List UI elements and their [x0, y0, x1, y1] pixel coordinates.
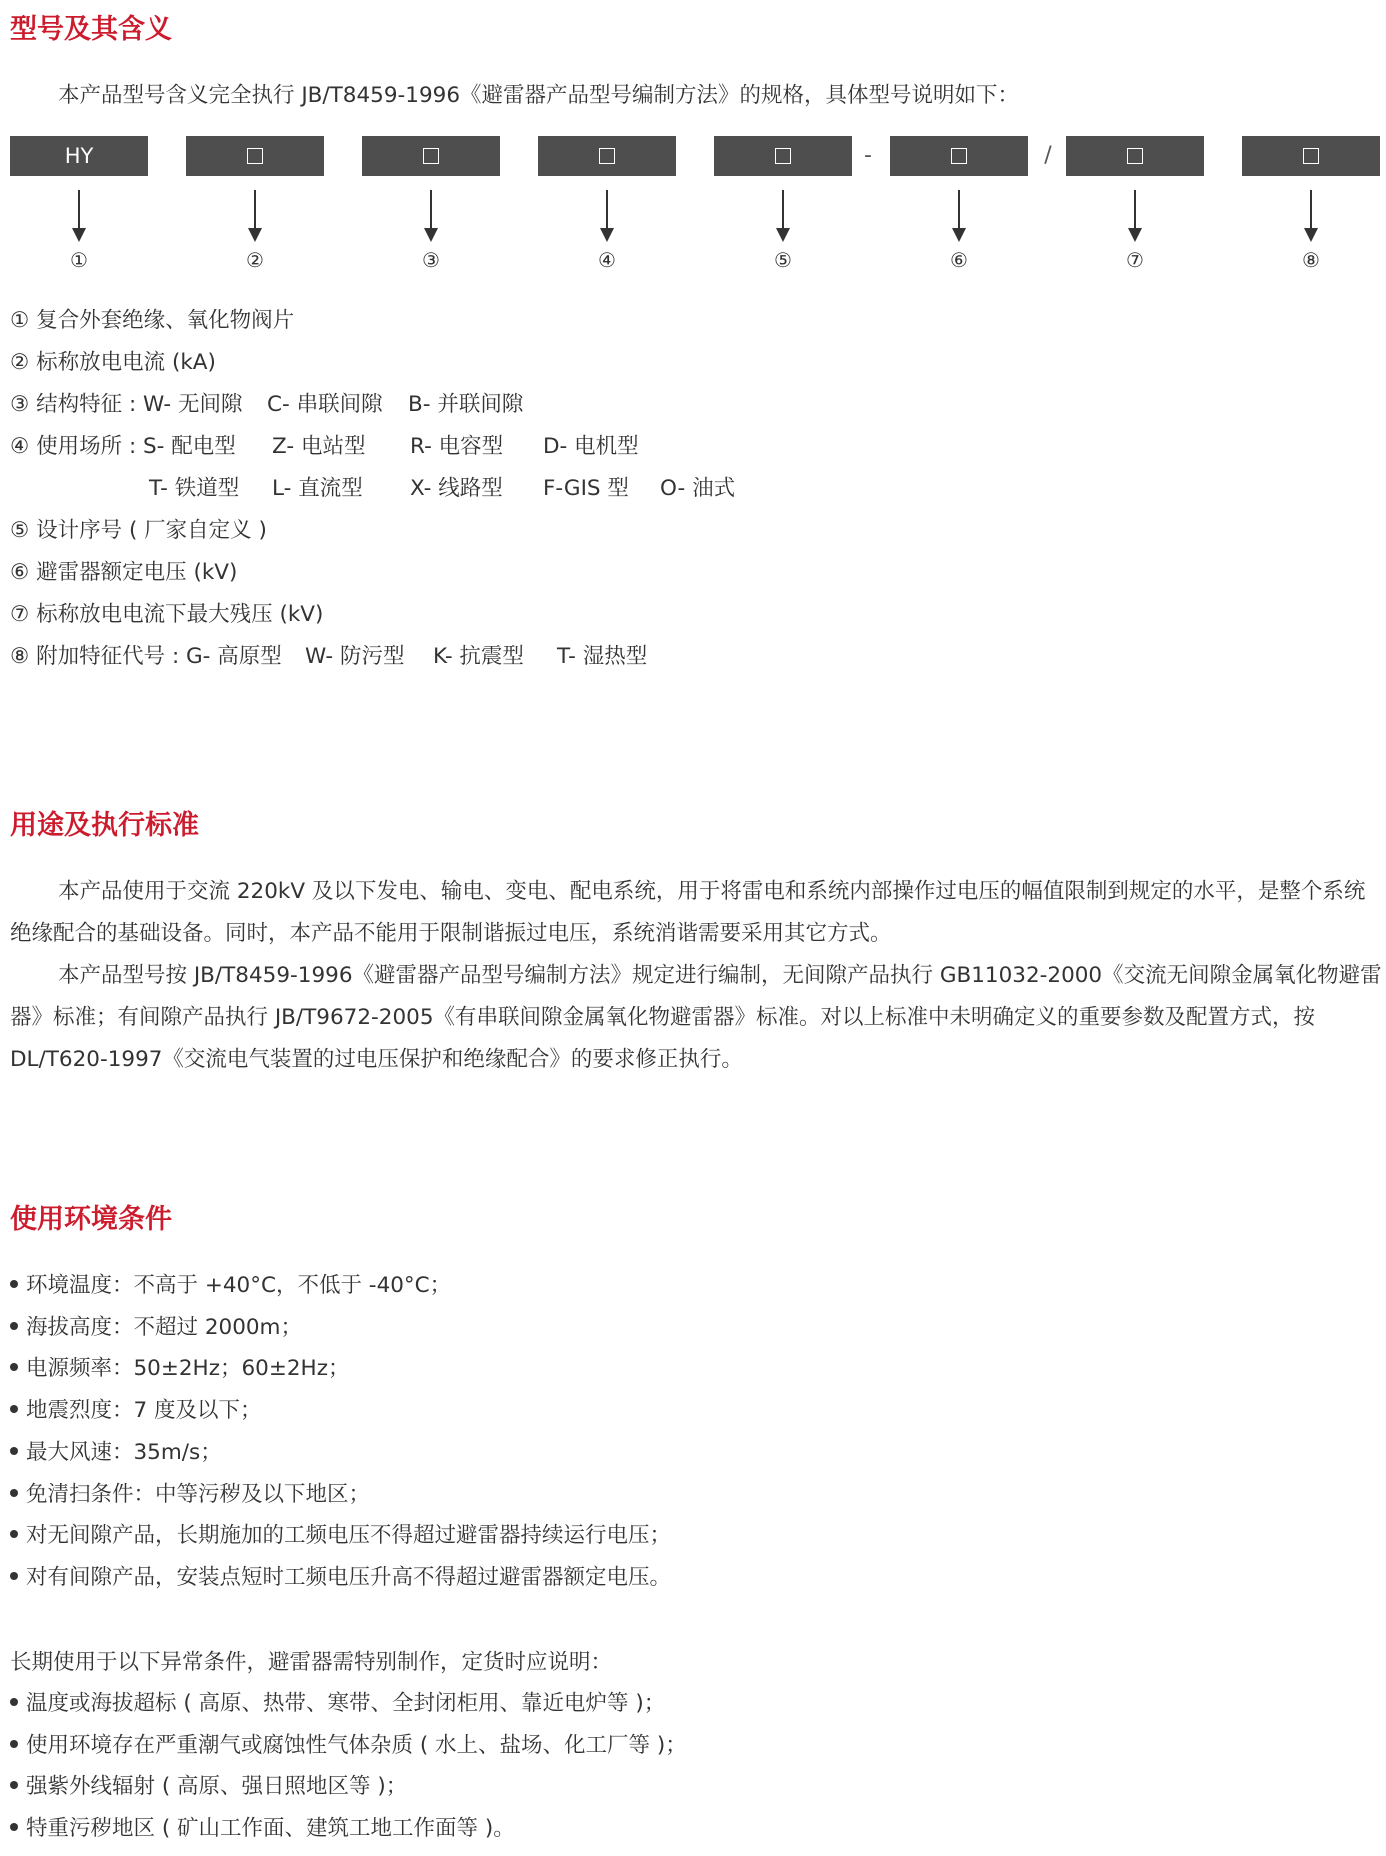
- meaning-item-part: R- 电容型: [410, 434, 504, 459]
- code-box-8: [1242, 136, 1380, 176]
- code-box-2: [186, 136, 324, 176]
- abnormal-conditions-note: 长期使用于以下异常条件，避雷器需特别制作，定货时应说明：: [10, 1650, 613, 1675]
- meaning-item-part: K- 抗震型: [433, 644, 524, 669]
- placeholder-square-icon: [1303, 148, 1319, 164]
- meaning-item-5: ⑤ 设计序号 ( 厂家自定义 ): [10, 518, 267, 543]
- bullet-icon: [10, 1405, 18, 1413]
- list-item: 特重污秽地区 ( 矿山工作面、建筑工地工作面等 )。: [10, 1808, 687, 1850]
- purpose-paragraph-2: 本产品型号按 JB/T8459-1996《避雷器产品型号编制方法》规定进行编制，无间隙产品执行 GB11032-2000《交流无间隙金属氧化物避雷器》标准；有间隙产品执行 JB/T9672-2005《有串联间隙金属氧化物避雷器》标准。对以上标准中未明确定义的重要参数及配置方式，按 DL/T620-1997《交流电气装置的过电压保护和绝缘配合》的要求修正执行。: [10, 963, 1382, 1072]
- code-box-7: [1066, 136, 1204, 176]
- meaning-item-part: ③ 结构特征 : W- 无间隙: [10, 392, 243, 417]
- code-number-1: ①: [70, 248, 88, 272]
- code-box-5: [714, 136, 852, 176]
- environment-conditions-list: [10, 1265, 671, 1599]
- list-item: 最大风速：35m/s；: [10, 1432, 671, 1474]
- bullet-icon: [10, 1280, 18, 1288]
- bullet-icon: [10, 1489, 18, 1497]
- list-item: 对有间隙产品，安装点短时工频电压升高不得超过避雷器额定电压。: [10, 1557, 671, 1599]
- meaning-item-part: C- 串联间隙: [267, 392, 383, 417]
- purpose-paragraph-1: 本产品使用于交流 220kV 及以下发电、输电、变电、配电系统，用于将雷电和系统内部操作过电压的幅值限制到规定的水平，是整个系统绝缘配合的基础设备。同时，本产品不能用于限制谐振过电压，系统消谐需要采用其它方式。: [10, 879, 1366, 946]
- abnormal-conditions-list: [10, 1683, 687, 1850]
- bullet-icon: [10, 1698, 18, 1706]
- down-arrow-icon: [597, 190, 617, 244]
- bullet-icon: [10, 1322, 18, 1330]
- placeholder-square-icon: [775, 148, 791, 164]
- code-separator-slash: /: [1044, 143, 1052, 168]
- bullet-icon: [10, 1823, 18, 1831]
- list-item: 免清扫条件：中等污秽及以下地区；: [10, 1474, 671, 1516]
- bullet-icon: [10, 1447, 18, 1455]
- bullet-icon: [10, 1572, 18, 1580]
- list-item: 地震烈度：7 度及以下；: [10, 1390, 671, 1432]
- meaning-item-part: ④ 使用场所 : S- 配电型: [10, 434, 236, 459]
- meaning-item-part: F-GIS 型: [543, 476, 629, 501]
- bullet-icon: [10, 1740, 18, 1748]
- section-title-model: 型号及其含义: [10, 14, 172, 45]
- down-arrow-icon: [69, 190, 89, 244]
- meaning-item-2: ② 标称放电电流 (kA): [10, 350, 216, 375]
- code-number-4: ④: [598, 248, 616, 272]
- list-item: 对无间隙产品，长期施加的工频电压不得超过避雷器持续运行电压；: [10, 1515, 671, 1557]
- placeholder-square-icon: [247, 148, 263, 164]
- list-item: 海拔高度：不超过 2000m；: [10, 1307, 671, 1349]
- meaning-item-7: ⑦ 标称放电电流下最大残压 (kV): [10, 602, 324, 627]
- placeholder-square-icon: [423, 148, 439, 164]
- meaning-item-part: W- 防污型: [305, 644, 405, 669]
- bullet-icon: [10, 1530, 18, 1538]
- meaning-item-part: B- 并联间隙: [408, 392, 524, 417]
- code-box-4: [538, 136, 676, 176]
- code-box-3: [362, 136, 500, 176]
- code-box-6: [890, 136, 1028, 176]
- list-item: 使用环境存在严重潮气或腐蚀性气体杂质 ( 水上、盐场、化工厂等 )；: [10, 1725, 687, 1767]
- code-number-6: ⑥: [950, 248, 968, 272]
- list-item: 温度或海拔超标 ( 高原、热带、寒带、全封闭柜用、靠近电炉等 )；: [10, 1683, 687, 1725]
- meaning-item-1: ① 复合外套绝缘、氧化物阀片: [10, 308, 295, 333]
- down-arrow-icon: [1301, 190, 1321, 244]
- code-box-1: [10, 136, 148, 176]
- meaning-item-part: ⑧ 附加特征代号 : G- 高原型: [10, 644, 282, 669]
- list-item: 电源频率：50±2Hz；60±2Hz；: [10, 1348, 671, 1390]
- down-arrow-icon: [773, 190, 793, 244]
- down-arrow-icon: [245, 190, 265, 244]
- code-separator-dash: -: [864, 143, 872, 168]
- meaning-item-part: T- 湿热型: [557, 644, 648, 669]
- list-item: 强紫外线辐射 ( 高原、强日照地区等 )；: [10, 1766, 687, 1808]
- down-arrow-icon: [421, 190, 441, 244]
- list-item: 环境温度：不高于 +40°C，不低于 -40°C；: [10, 1265, 671, 1307]
- placeholder-square-icon: [951, 148, 967, 164]
- placeholder-square-icon: [599, 148, 615, 164]
- code-number-7: ⑦: [1126, 248, 1144, 272]
- down-arrow-icon: [1125, 190, 1145, 244]
- bullet-icon: [10, 1781, 18, 1789]
- meaning-item-6: ⑥ 避雷器额定电压 (kV): [10, 560, 238, 585]
- meaning-item-part: T- 铁道型: [149, 476, 240, 501]
- meaning-item-part: X- 线路型: [410, 476, 503, 501]
- section-title-purpose: 用途及执行标准: [10, 810, 199, 841]
- code-number-8: ⑧: [1302, 248, 1320, 272]
- meaning-item-part: D- 电机型: [543, 434, 639, 459]
- model-intro: 本产品型号含义完全执行 JB/T8459-1996《避雷器产品型号编制方法》的规格，具体型号说明如下：: [58, 83, 1019, 108]
- meaning-item-part: L- 直流型: [272, 476, 363, 501]
- bullet-icon: [10, 1363, 18, 1371]
- meaning-item-part: O- 油式: [660, 476, 736, 501]
- code-number-2: ②: [246, 248, 264, 272]
- down-arrow-icon: [949, 190, 969, 244]
- code-box-label: HY: [64, 144, 94, 168]
- section-title-environment: 使用环境条件: [10, 1204, 172, 1235]
- code-number-3: ③: [422, 248, 440, 272]
- meaning-item-part: Z- 电站型: [272, 434, 366, 459]
- code-number-5: ⑤: [774, 248, 792, 272]
- placeholder-square-icon: [1127, 148, 1143, 164]
